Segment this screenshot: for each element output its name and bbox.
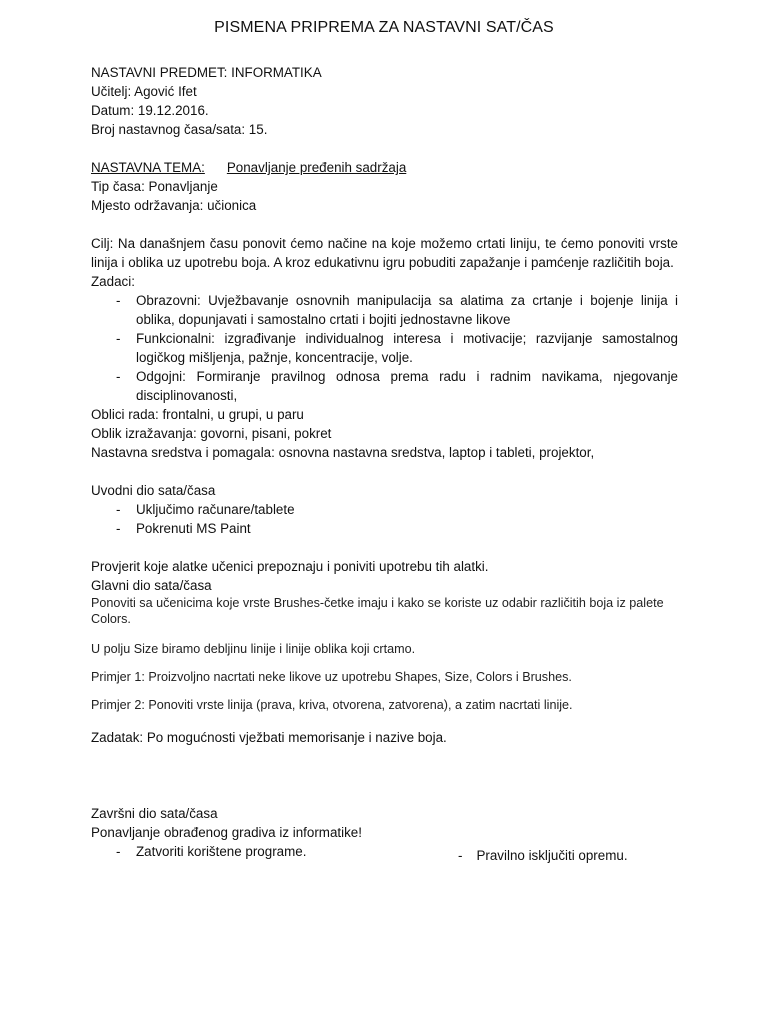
task-text: Funkcionalni: izgrađivanje individualnog interesa i motivacije; razvijanje samostalnog logičkog mišljenja, pažnje, koncentracije, volje. [136,331,678,365]
intro-item-text: Pokrenuti MS Paint [136,521,251,536]
list-item [91,500,678,519]
list-dash: - [116,293,121,308]
closing-items-row [91,842,678,866]
teacher-line: Učitelj: Agović Ifet [91,84,197,99]
example-2-paragraph: Primjer 2: Ponoviti vrste linija (prava, kriva, otvorena, zatvorena), a zatim nacrtati linije. [91,698,573,712]
teaching-aids-line: Nastavna sredstva i pomagala: osnovna nastavna sredstva, laptop i tableti, projektor, [91,445,595,460]
list-dash: - [116,521,121,536]
tasks-heading: Zadaci: [91,274,135,289]
work-forms-line: Oblici rada: frontalni, u grupi, u paru [91,407,304,422]
subject-line: NASTAVNI PREDMET: INFORMATIKA [91,65,322,80]
list-item [458,846,628,865]
intro-list [91,500,678,538]
location-line: Mjesto održavanja: učionica [91,198,257,213]
goal-paragraph: Cilj: Na današnjem času ponovit ćemo načine na koje možemo crtati liniju, te ćemo ponoviti vrste linija i oblika uz upotrebu boja. A kroz edukativnu igru pobuditi zapažanje i pamćenje različitih boja. [91,236,678,270]
list-item [91,329,678,367]
example-1-paragraph: Primjer 1: Proizvoljno nacrtati neke likove uz upotrebu Shapes, Size, Colors i Brushes. [91,670,572,684]
brushes-paragraph: Ponoviti sa učenicima koje vrste Brushes-četke imaju i kako se koriste uz odabir različitih boja iz palete Colors. [91,596,664,626]
list-dash: - [116,844,121,859]
topic-line [91,158,678,177]
list-dash: - [116,331,121,346]
tasks-list [91,291,678,405]
intro-heading: Uvodni dio sata/časa [91,483,216,498]
closing-right-item: Pravilno isključiti opremu. [476,848,628,863]
list-dash: - [458,848,463,863]
lesson-type-line: Tip časa: Ponavljanje [91,179,218,194]
closing-heading: Završni dio sata/časa [91,806,218,821]
list-dash: - [116,502,121,517]
expression-form-line: Oblik izražavanja: govorni, pisani, pokret [91,426,332,441]
list-item [91,367,678,405]
lesson-number-line: Broj nastavnog časa/sata: 15. [91,122,268,137]
intro-item-text: Uključimo računare/tablete [136,502,295,517]
date-line: Datum: 19.12.2016. [91,103,209,118]
list-item [91,291,678,329]
task-text: Obrazovni: Uvježbavanje osnovnih manipulacija sa alatima za crtanje i bojenje linija i oblika, dopunjavati i samostalno crtati i bojiti jednostavne likove [136,293,678,327]
check-tools-line: Provjerit koje alatke učenici prepoznaju i poniviti upotrebu tih alatki. [91,559,489,574]
list-item [91,519,678,538]
main-heading: Glavni dio sata/časa [91,578,212,593]
document-body [91,63,678,866]
task-text: Odgojni: Formiranje pravilnog odnosa prema radu i radnim navikama, njegovanje disciplinovanosti, [136,369,678,403]
size-paragraph: U polju Size biramo debljinu linije i linije oblika koji crtamo. [91,642,416,656]
closing-review-line: Ponavljanje obrađenog gradiva iz informatike! [91,825,362,840]
homework-line: Zadatak: Po mogućnosti vježbati memorisanje i nazive boja. [91,730,447,745]
topic-value: Ponavljanje pređenih sadržaja [226,160,407,175]
document-title: PISMENA PRIPREMA ZA NASTAVNI SAT/ČAS [214,19,554,36]
list-dash: - [116,369,121,384]
topic-label: NASTAVNA TEMA: [91,160,205,175]
closing-left-item: Zatvoriti korištene programe. [136,844,307,859]
